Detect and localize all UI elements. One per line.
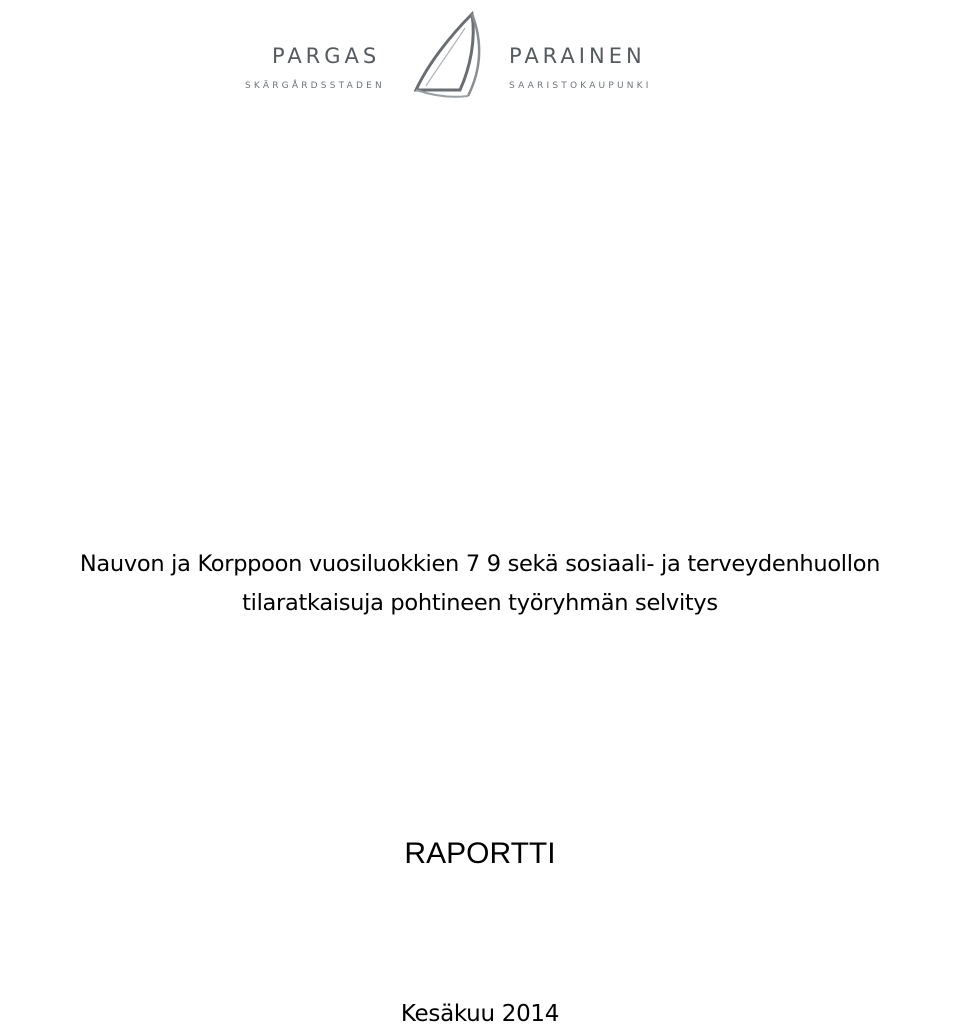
document-title	[0, 545, 960, 623]
logo-name-parainen: PARAINEN	[509, 44, 646, 68]
logo-name-pargas: PARGAS	[272, 44, 381, 68]
logo-subtitle-swedish: SKÄRGÅRDSSTADEN	[245, 81, 385, 91]
document-date: Kesäkuu 2014	[400, 1001, 560, 1027]
title-line-1: Nauvon ja Korppoon vuosiluokkien 7 9 sekä sosiaali- ja terveydenhuollon	[79, 551, 881, 577]
sail-icon	[410, 10, 500, 100]
city-logo	[238, 8, 668, 100]
report-label: RAPORTTI	[404, 837, 556, 870]
title-line-2: tilaratkaisuja pohtineen työryhmän selvitys	[242, 590, 718, 616]
logo-subtitle-finnish: SAARISTOKAUPUNKI	[509, 81, 652, 91]
